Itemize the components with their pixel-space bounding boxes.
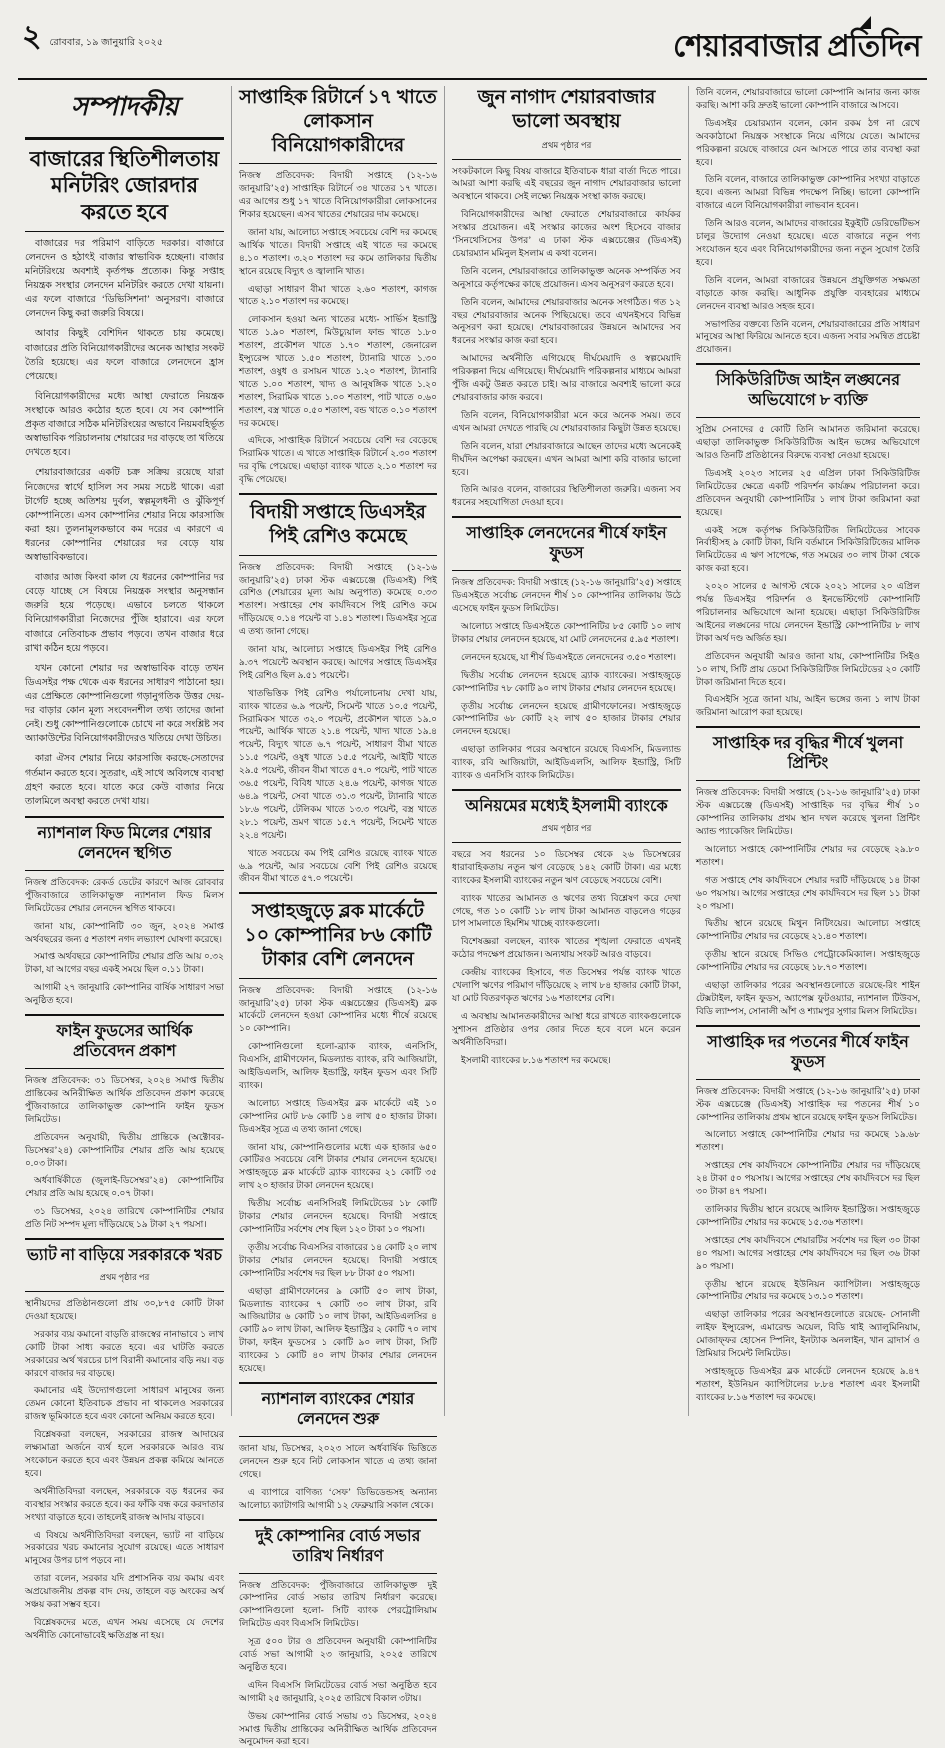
divider xyxy=(452,159,681,160)
paragraph: ২০২০ সালের ৫ আগস্ট থেকে ২০২১ সালের ২০ এপ্রিল পর্যন্ত ডিএসইর পরিদর্শন ও ইনভেস্টিগেট কোম্পানিটি পরিচালনার অভিযোগে আনা হয়েছে। এছাড়া সিকিউরিটিজ আইনের লঙ্ঘনের দায়ে লেনদেন ইন্ডাস্ট্রি কোম্পানিটির ৮ লাখ টাকা অর্থ দণ্ড অর্জিত হয়। xyxy=(696,581,920,643)
paragraph: এছাড়া তালিকার পরের অবস্থানে রয়েছে বিএসসি, মিডল্যান্ড ব্যাংক, রবি আজিয়াটা, আইডিএলসি, আলিফ ইন্ডাস্ট্রি, সিটি ব্যাংক ও এনসিসি ব্যাংক লিমিটেড। xyxy=(452,744,681,781)
divider xyxy=(239,1519,437,1521)
paragraph: বিশ্লেষকরা বলছেন, সরকারের রাজস্ব আদায়ের লক্ষ্যমাত্রা অর্জনে ব্যর্থ হলে সরকারকে আরও ব্যয় সংকোচন করতে হবে এবং উন্নয়ন প্রকল্প কমিয়ে আনতে হবে। xyxy=(25,1429,224,1478)
byline: প্রথম পৃষ্ঠার পর xyxy=(541,139,592,150)
divider xyxy=(239,493,437,495)
paragraph: নিজস্ব প্রতিবেদক: রেকর্ড ডেটের কারণে আজ রোববার পুঁজিবাজারে তালিকাভুক্ত ন্যাশনাল ফিড মিলস লিমিটেডের শেয়ার লেনদেন স্থগিত থাকবে। xyxy=(25,876,224,913)
article-headline: অনিয়মের মধ্যেই ইসলামী ব্যাংকে xyxy=(465,797,668,815)
newspaper-logo xyxy=(673,22,927,73)
paragraph: বিএসইসি সূত্রে জানা যায়, আইন ভঙ্গের জন্য ১ লাখ টাকা জরিমানা আরোপ করা হয়েছে। xyxy=(696,694,920,718)
paragraph: ৩১ ডিসেম্বর, ২০২৪ তারিখে কোম্পানিটির শেয়ার প্রতি নিট সম্পদ মূল্য দাঁড়িয়েছে ১৯ টাকা ২৭ পয়সা। xyxy=(25,1206,224,1230)
article-headline: সাপ্তাহিক লেনদেনের শীর্ষে ফাইন ফুডস xyxy=(466,525,667,563)
paragraph: এছাড়া সাধারণ বীমা খাতে ২.৬০ শতাংশ, কাগজ খাতে ২.১০ শতাংশ দর কমেছে। xyxy=(239,283,437,307)
paragraph: এছাড়া গ্রামীণফোনের ৯ কোটি ৫০ লাখ টাকা, মিডল্যান্ড ব্যাংকের ৭ কোটি ৩০ লাখ টাকা, রবি আজিয়াটার ৬ কোটি ১০ লাখ টাকা, আইডিএলসির ৪ কোটি ৯০ লাখ টাকা, আলিফ ইন্ডাস্ট্রির ২ কোটি ৭০ লাখ টাকা, ফাইন ফুডসের ১ কোটি ৯০ লাখ টাকা, সিটি ব্যাংকের ১ কোটি ৪০ লাখ টাকার শেয়ার লেনদেন হয়েছে। xyxy=(239,1285,437,1374)
divider xyxy=(239,1382,437,1384)
paragraph: জানা যায়, কোম্পানিটি ৩০ জুন, ২০২৪ সমাপ্ত অর্থবছরের জন্য ৫ শতাংশ নগদ লভ্যাংশ ঘোষণা করেছে। xyxy=(25,920,224,944)
paragraph: নিজস্ব প্রতিবেদক: পুঁজিবাজারে তালিকাভুক্ত দুই কোম্পানির বোর্ড সভার তারিখ নির্ধারণ করেছে। কোম্পানিগুলো হলো- সিটি ব্যাংক পেরট্রোলিয়াম লিমিটেড এবং বিএসসি লিমিটেড। xyxy=(239,1579,437,1629)
divider xyxy=(239,555,437,556)
paragraph: প্রতিবেদন অনুযায়ী, দ্বিতীয় প্রান্তিকে (অক্টোবর-ডিসেম্বর’২৪) কোম্পানিটির শেয়ার প্রতি আয় হয়েছে ০.০৩ টাকা। xyxy=(25,1131,224,1168)
article-headline: সপ্তাহজুড়ে ব্লক মার্কেটে ১০ কোম্পানির ৮৬ কোটি টাকার বেশি লেনদেন xyxy=(244,901,432,970)
divider xyxy=(239,1573,437,1574)
paragraph: এ বিষয়ে অর্থনীতিবিদরা বলছেন, ভ্যাট না বাড়িয়ে সরকারের খরচ কমানোর সুযোগ রয়েছে। এতে সাধারণ মানুষের উপর চাপ পড়বে না। xyxy=(25,1529,224,1566)
editorial-body xyxy=(25,237,224,809)
paragraph: বিশেষজ্ঞরা বলছেন, ব্যাংক খাতের শৃঙ্খলা ফেরাতে এখনই কঠোর পদক্ষেপ প্রয়োজন। অন্যথায় সংকট আরও বাড়বে। xyxy=(452,936,681,960)
paragraph: আবার কিছুই বেশিদিন থাকতে চায় কমেছে। বাজারের প্রতি বিনিয়োগকারীদের অনেক আস্থার সংকট তৈরি হয়েছে। এর ফলে বাজারে লেনদেনে হ্রাস পেয়েছে। xyxy=(25,329,224,382)
paragraph: দ্বিতীয় স্থানে রয়েছে মিথুন নিটিংয়ের। আলোচ্য সপ্তাহে কোম্পানিটির শেয়ার দর বেড়েছে ২১.৪০ শতাংশ। xyxy=(696,918,920,942)
paragraph: সুপ্রিম সেনাদের ৫ কোটি তিনি আমানত জরিমানা করেছে। এছাড়া তালিকাভুক্ত সিকিউরিটিজ আইন ভঙ্গের অভিযোগে আরও তিনটি প্রতিষ্ঠানের বিরুদ্ধে ব্যবস্থা নেওয়া হয়েছে। xyxy=(696,424,920,461)
page-number: ২ xyxy=(22,20,42,53)
column-4 xyxy=(688,86,927,1416)
paragraph: আলোচ্য সপ্তাহে কোম্পানিটির শেয়ার দর বেড়েছে ২৯.৮০ শতাংশ। xyxy=(696,843,920,867)
paragraph: তিনি বলেন, বিনিয়োগকারীরা মনে করে অনেক সময়। তবে এখন আমরা দেখতে পারছি যে শেয়ারবাজার কিছুটা উন্নত হয়েছে। xyxy=(452,409,681,433)
paragraph: সপ্তাহজুড়ে ডিএসইর ব্লক মার্কেটে লেনদেন হয়েছে ৯.৪৭ শতাংশ, ইউনিয়ন ক্যাপিটালের ৮.৮৪ শতাংশ এবং ইসলামী ব্যাংকের ৮.১৬ শতাংশ দর কমেছে। xyxy=(696,1365,920,1402)
paragraph: নিজস্ব প্রতিবেদক: বিদায়ী সপ্তাহে (১২-১৬ জানুয়ারি’২৫) ঢাকা স্টক এক্সচেঞ্জে (ডিএসই) সাপ্তাহিক দর বৃদ্ধির শীর্ষ ১০ কোম্পানির তালিকায় প্রথম স্থান দখল করেছে খুলনা প্রিন্টিং অ্যান্ড প্যাকেজিং লিমিটেড। xyxy=(696,787,920,836)
divider xyxy=(239,1436,437,1437)
paragraph: নিজস্ব প্রতিবেদক: বিদায়ী সপ্তাহে (১২-১৬ জানুয়ারি’২৫) ঢাকা স্টক এক্সচেঞ্জের (ডিএসই) ব্লক মার্কেটে লেনদেন হওয়া কোম্পানির মধ্যে শীর্ষে রয়েছে ১০ কোম্পানি। xyxy=(239,984,437,1034)
paragraph: কমানোর এই উদ্যোগগুলো সাধারণ মানুষের জন্য তেমন কোনো ইতিবাচক প্রভাব না থাকলেও সরকারের রাজস্ব ভূমিকাতে হবে এবং কোনো অনিয়ম করতে হবে। xyxy=(25,1385,224,1422)
paragraph: লোকসান হওয়া অন্য খাতের মধ্যে- সার্ভিস ইন্ডাস্ট্রি খাতে ১.৯০ শতাংশ, মিউচ্যুয়াল ফান্ড খাতে ১.৮০ শতাংশ, প্রকৌশল খাতে ১.৭০ শতাংশ, জেনারেল ইন্স্যুরেন্স খাতে ১.৫০ শতাংশ, ট্যানারি খাতে ১.৩০ শতাংশ, ওষুধ ও রসায়ন খাতে ১.২০ শতাংশ, ট্যানারি খাতে ১.০০ শতাংশ, খাদ্য ও আনুষঙ্গিক খাতে ১.২০ শতাংশ, সিরামিক খাতে ১.০০ শতাংশ, পাট খাতে ০.৬০ শতাংশ, বস্ত্র খাতে ০.৫০ শতাংশ, বন্ড খাতে ০.১০ শতাংশ দর কমেছে। xyxy=(239,314,437,428)
divider xyxy=(696,363,920,365)
divider xyxy=(696,417,920,418)
paragraph: তিনি আরও বলেন, বাজারের স্থিতিশীলতা জরুরি। এজন্য সব ধরনের সহযোগিতা দেওয়া হবে। xyxy=(452,484,681,508)
paragraph: উভয় কোম্পানির বোর্ড সভায় ৩১ ডিসেম্বর, ২০২৪ সমাপ্ত দ্বিতীয় প্রান্তিকের অনিরীক্ষিত আর্থিক প্রতিবেদন অনুমোদন করা হবে। xyxy=(239,1710,437,1747)
divider xyxy=(25,816,224,818)
divider xyxy=(25,1238,224,1240)
paragraph: ব্যাংক খাতের আমানত ও ঋণের তথ্য বিশ্লেষণ করে দেখা গেছে, গত ১০ কোটি ১৮ লাখ টাকা আমানত বাড়লেও গড়ের চাপ সামলাতে হিমশিম খাচ্ছে ব্যাংকগুলো। xyxy=(452,892,681,929)
paragraph: বাজারের দর পরিমাণ বাড়িতে দরকার। বাজারে লেনদেন ও হঠাৎই বাজার স্বাভাবিক হচ্ছেনা। বাজার মনিটরিংয়ে অবশ্যই ‍কৃর্তপক্ষ প্রত্যেক। কিন্তু সপ্তাহ নিয়ন্ত্রক সংস্থার লেনদেন মনিটরিং করতে দেখা যায়না। এর ফলে বাজারে ‘ডিভিসিশনা’ অনুসরণ। বাজারে লেনদেন কিছু করা জরুরি বিষয়ে। xyxy=(25,238,224,320)
logo-tick-icon xyxy=(859,16,871,29)
divider xyxy=(452,570,681,571)
paragraph: খাতভিত্তিক পিই রেশিও পর্যালোচনায় দেখা যায়, ব্যাংক খাতের ৬.৯ পয়েন্ট, সিমেন্ট খাতে ১০.৫ পয়েন্ট, সিরামিকস খাতে ৩২.০ পয়েন্ট, প্রকৌশল খাতে ১৯.০ পয়েন্ট, আর্থিক খাতে ২১.৪ পয়েন্ট, খাদ্য খাতে ১৯.৪ পয়েন্ট, বিদ্যুৎ খাতে ৬.৭ পয়েন্ট, সাধারণ বীমা খাতে ১১.৫ পয়েন্ট, ওষুধ খাতে ১৫.৫ পয়েন্ট, আইটি খাতে ২৯.৫ পয়েন্ট, জীবন বীমা খাতে ৫৭.০ পয়েন্ট, পাট খাতে ৩৬.৫ পয়েন্ট, বিবিধ খাতে ২৪.৬ পয়েন্ট, কাগজ খাতে ৬৪.৯ পয়েন্ট, সেবা খাতে ৩১.৩ পয়েন্ট, ট্যানারি খাতে ১৮.৬ পয়েন্ট, টেলিকম খাতে ১৩.৩ পয়েন্ট, বস্ত্র খাতে ২৮.১ পয়েন্ট, ভ্রমণ খাতে ১৫.৭ পয়েন্ট, সিমেন্ট খাতে ২২.৪ পয়েন্ট। xyxy=(239,687,437,840)
paragraph: তিনি বলেন, শেয়ারবাজারে ভালো কোম্পানি আনার জন্য কাজ করছি। আশা করি দ্রুতই ভালো কোম্পানি বাজারে আসবে। xyxy=(696,87,920,110)
article-headline: দুই কোম্পানির বোর্ড সভার তারিখ নির্ধারণ xyxy=(255,1527,421,1565)
paragraph: লেনদেন হয়েছে, যা শীর্ষ ডিএসইতে লেনদেনের ৩.৫০ শতাংশ। xyxy=(461,651,676,662)
paragraph: তিনি আরও বলেন, আমাদের বাজারের ইকুইটি ডেরিভেটিভস চালুর উদ্যোগ নেওয়া হয়েছে। এতে বাজারে নতুন পণ্য সংযোজন হবে এবং বিনিয়োগকারীদের জন্য নতুন সুযোগ তৈরি হবে। xyxy=(696,218,920,267)
paragraph: একই সঙ্গে কর্তৃপক্ষ সিকিউরিটিজ লিমিটেডের সাবেক নির্বাহীসহ ৯ কোটি টাকা, যিনি বর্তমানে সিকিউরিটিজের মালিক লিমিটেডের এ ঋণ সাপেক্ষে, গত সময়ের ৩০ লাখ টাকা থেকে কাজ করা হবে। xyxy=(696,524,920,574)
paragraph: তিনি বলেন, শেয়ারবাজারে তালিকাভুক্ত অনেক সম্পর্কিত সব অনুসারে কর্তৃপক্ষের কাছে প্রয়োজন। এসব অনুসরণ করতে হবে। xyxy=(452,265,681,289)
paragraph: জানা যায়, আলোচ্য সপ্তাহে ডিএসইর পিই রেশিও ৯.৩৭ পয়েন্টে অবস্থান করছে। আগের সপ্তাহে ডিএসইর পিই রেশিও ছিল ৯.৫১ পয়েন্টে। xyxy=(239,644,437,680)
paragraph: সরকার ব্যয় কমানো বাড়তি রাজস্বের নানাভাবে ১ লাখ কোটি টাকা সাধ্য করতে হবে। এর ঘাটতি করতে সরকারের অর্থ খরচের চাপ বিরানী কমানোর বড়ি নয়। বড় কারণে বাজার দর বাড়ছে। xyxy=(25,1328,224,1378)
paragraph: এছাড়া তালিকার পরের অবস্থানগুলোতে রয়েছে- সোনালী লাইফ ইন্স্যুরেন্স, এমারেল্ড অয়েল, বিডি থাই অ্যালুমিনিয়াম, মোজাফ্‌ফর হোসেন স্পিনিং, ইনট্যাক অনলাইন, খান ব্রাদার্স ও প্রিমিয়ার সিমেন্ট লিমিটেড। xyxy=(696,1309,920,1359)
article-headline: সাপ্তাহিক রিটার্নে ১৭ খাতে লোকসান বিনিয়োগকারীদের xyxy=(239,87,437,156)
article-headline: সাপ্তাহিক দর বৃদ্ধির শীর্ষে খুলনা প্রিন্টিং xyxy=(712,735,904,773)
paragraph: কেন্দ্রীয় ব্যাংকের হিসাবে, গত ডিসেম্বর পর্যন্ত ব্যাংক খাতে খেলাপি ঋণের পরিমাণ দাঁড়িয়েছে ২ লাখ ৮৪ হাজার কোটি টাকা, যা মোট বিতরণকৃত ঋণের ১৬ শতাংশের বেশি। xyxy=(452,967,681,1003)
paragraph: জানা যায়, আলোচ্য সপ্তাহে সবচেয়ে বেশি দর কমেছে আর্থিক খাতে। বিদায়ী সপ্তাহে এই খাতে দর কমেছে ৪.১০ শতাংশ। ৩.২০ শতাংশ দর কমে তালিকার দ্বিতীয় স্থানে রয়েছে বিদ্যুৎ ও জ্বালানি খাত। xyxy=(239,226,437,276)
paragraph: যখন কোনো শেয়ার দর অস্বাভাবিক বাড়ে তখন ডিএসইর পক্ষ থেকে এক ধরনের সাধারণ পাঠানো হয়। এর প্রেক্ষিতে কোম্পানিগুলো গড়ানুগতিক উত্তর দেয়-দর বাড়ার কোন মূল্য সংবেদনশীল তথ্য তাদের জানা নেই। শুধু কোম্পানিগুলোকে চোখে না করে সংশ্লিষ্ট সব অ্যাকাউন্টের বিনিয়োগকারীদেরও খতিয়ে দেখা উচিত। xyxy=(25,663,224,745)
byline: প্রথম পৃষ্ঠার পর xyxy=(99,1272,150,1283)
paragraph: আগামী ২৭ জানুয়ারি কোম্পানির বার্ষিক সাধারণ সভা অনুষ্ঠিত হবে। xyxy=(25,982,224,1006)
masthead xyxy=(18,22,927,80)
divider xyxy=(25,870,224,871)
column-3 xyxy=(444,86,688,1416)
divider xyxy=(239,892,437,894)
paragraph: সভাপতির বক্তব্যে তিনি বলেন, শেয়ারবাজারের প্রতি সাধারণ মানুষের আস্থা ফিরিয়ে আনতে হবে। এজন্য সবার সমন্বিত প্রচেষ্টা প্রয়োজন। xyxy=(696,318,920,355)
paragraph: সংকটকালে কিছু বিষয় বাজারে ইতিবাচক ধারা বার্তা দিতে পারে। আমরা আশা করছি এই বছরের জুন নাগাদ শেয়ারবাজার ভালো অবস্থানে থাকবে। সেই লক্ষ্যে নিয়ন্ত্রক সংস্থা কাজ করছে। xyxy=(452,165,681,202)
paragraph: তৃতীয় স্থানে রয়েছে ইউনিয়ন ক্যাপিটাল। সপ্তাহজুড়ে কোম্পানিটির শেয়ার দর কমেছে ১৩.১০ শতাংশ। xyxy=(696,1278,920,1302)
paragraph: বিনিয়োগকারীদের মধ্যে আস্থা ফেরাতে নিয়ন্ত্রক সংস্থাকে আরও কঠোর হতে হবে। যে সব কোম্পানি প্রকৃত বাজারে সঠিক মনিটরিংয়ের অভাবে নিয়মবহির্ভূত অস্বাভাবিক পরিচালনায় শেয়ারের দর বাড়ছে তা খতিয়ে দেখতে হবে। xyxy=(25,391,224,459)
page-columns xyxy=(18,86,927,1747)
paragraph: তিনি বলেন, আমাদের শেয়ারবাজার অনেক সংগঠিত। গত ১২ বছর শেয়ারবাজার অনেক পিছিয়েছে। তবে এখনইসবে বিভিন্ন অনুসরণ করা হয়েছে। শেয়ারবাজারের উন্নয়নে আমাদের সব ধরনের সংস্কার কাজ করা হবে। xyxy=(452,296,681,346)
article-headline: ভ্যাট না বাড়িয়ে সরকারকে খরচ xyxy=(26,1247,223,1265)
paragraph: আমাদের অর্থনীতি এগিয়েছে দীর্ঘমেয়াদি ও স্বল্পমেয়াদি পরিকল্পনা দিয়ে এগিয়েছে। দীর্ঘমেয়াদি পরিকল্পনার মাধ্যমে আমরা পুঁজি একটু উন্নত করতে চাই। আর বাজারে অবশ্যই ভালো করে শেয়ারবাজার কাজ করবে। xyxy=(452,353,681,402)
paragraph: বিনিয়োগকারীদের আস্থা ফেরাতে শেয়ারবাজারে কার্যকর সংস্কার প্রয়োজন। এই সংস্কার কাজের অংশ হিসেবে বাজার ‘সিনথেসিসের উপর’ এ ঢাকা স্টক এক্সচেঞ্জের (ডিএসই) চেয়ারম্যান মমিনুল ইসলাম এ কথা বলেন। xyxy=(452,209,681,258)
logo-text: শেয়ারবাজার প্রতিদিন xyxy=(673,30,921,63)
column-1 xyxy=(18,86,231,1640)
paragraph: প্রতিবেদন অনুযায়ী আরও জানা যায়, কোম্পানিটির সিইও ১০ লাখ, সিটি প্রায় ডেমো সিকিউরিটিজ লিমিটেডের ২০ কোটি টাকা জরিমানা দিতে হবে। xyxy=(696,650,920,687)
divider xyxy=(239,978,437,979)
editorial-headline: বাজারের স্থিতিশীলতায় মনিটরিং জোরদার করতে হবে xyxy=(29,147,220,224)
divider xyxy=(696,1025,920,1027)
paragraph: আলোচ্য সপ্তাহে ডিএসইর ব্লক মার্কেটে এই ১০ কোম্পানির মোট ৮৬ কোটি ১৪ লাখ ৫০ হাজার টাকা। ডিএসইর সূত্রে এ তথ্য জানা গেছে। xyxy=(239,1097,437,1134)
paragraph: নিজস্ব প্রতিবেদক: ৩১ ডিসেম্বর, ২০২৪ সমাপ্ত দ্বিতীয় প্রান্তিকের অনিরীক্ষিত আর্থিক প্রতিবেদন প্রকাশ করেছে পুঁজিবাজারে তালিকাভুক্ত কোম্পানি ফাইন ফুডস লিমিটেড। xyxy=(25,1075,224,1124)
paragraph: তালিকার দ্বিতীয় স্থানে রয়েছে আলিফ ইন্ডাস্ট্রিজ। সপ্তাহজুড়ে কোম্পানিটির শেয়ার দর কমেছে ১৫.৩৬ শতাংশ। xyxy=(696,1204,920,1227)
paragraph: বছরে সব ধরনের ১০ ডিসেম্বর থেকে ২৬ ডিসেম্বরের ধারাবাহিকতায় নতুন ঋণ বেড়েছে ১৪২ কোটি টাকা। এর মধ্যে ব্যাংকের ইসলামী ব্যাংকের নতুন ঋণ বেড়েছে সবচেয়ে বেশি। xyxy=(452,848,681,885)
paragraph: সমাপ্ত অর্থবছরে কোম্পানিটির শেয়ার প্রতি আয় ০.৩২ টাকা, যা আগের বছর একই সময়ে ছিল ০.১১ টাকা। xyxy=(25,951,224,975)
divider xyxy=(452,789,681,791)
paragraph: জানা যায়, ডিসেম্বর, ২০২৩ সালে অর্ধবার্ষিক ভিত্তিতে লেনদেন শুরু হবে ‍‍নিট লোকসান খাতে এ তথ্য জানা গেছে। xyxy=(239,1442,437,1479)
paragraph: স্থানীয়দের প্রতিষ্ঠানগুলো প্রায় ৩০,৮৭৫ কোটি টাকা দেওয়া হয়েছে। xyxy=(25,1298,224,1321)
editorial-label: সম্পাদকীয় xyxy=(71,92,178,121)
paragraph: ডিএসইর চেয়ারম্যান বলেন, কোন রকম ঠগ না রেখে অবকাঠামো নিয়ন্ত্রক সংস্থাকে নিয়ে এগিয়ে যেতে। আমাদের পরিকল্পনা রয়েছে বাজারে যেন আসতে পারে তার ব্যবস্থা করা হবে। xyxy=(696,117,920,167)
paragraph: সপ্তাহের শেষ কার্যদিবসে শেয়ারটির সর্বশেষ দর ছিল ৩০ টাকা ৪০ পয়সা। আগের সপ্তাহের শেষ কার্যদিবসে দর ছিল ৩৬ টাকা ৯০ পয়সা। xyxy=(696,1234,920,1271)
article-headline: সিকিউরিটিজ আইন লঙ্ঘনের অভিযোগে ৮ ব্যক্তি xyxy=(715,372,901,410)
paragraph: নিজস্ব প্রতিবেদক: বিদায়ী সপ্তাহে (১২-১৬ জানুয়ারি’২৫) সপ্তাহে ডিএসইতে সর্বোচ্চ লেনদেন শীর্ষ ১০ কোম্পানির তালিকায় উঠে এসেছে ফাইন ফুডস লিমিটেড। xyxy=(452,577,681,614)
publication-date: রোববার, ১৯ জানুয়ারি ২০২৫ xyxy=(49,38,164,48)
divider xyxy=(25,137,224,140)
paragraph: নিজস্ব প্রতিবেদক: বিদায়ী সপ্তাহে (১২-১৬ জানুয়ারি’২৫) সাপ্তাহিক রিটার্নে ৩৪ খাতের ১৭ খাতে। এর আগের ‌‌শুধু ১৭ খাতে বিনিয়োগকারীরা লোকসানের শিকার হয়েছেন। এসব খাতের শেয়ারের দাম কমেছে। xyxy=(239,170,437,219)
paragraph: নিজস্ব প্রতিবেদক: বিদায়ী সপ্তাহে (১২-১৬ জানুয়ারি’২৫) ঢাকা স্টক এক্সচেঞ্জে (ডিএসই) পিই রেশিও (শেয়ারের মূল্য আয় অনুপাত) কমেছে ০.৩৩ শতাংশ। সপ্তাহের শেষ কার্যদিবসে পিই রেশিও কমে দাঁড়িয়েছে ০.১৪ পয়েন্ট বা ১.৪১ শতাংশ। ডিএসইর সূত্রে এ তথ্য জানা গেছে। xyxy=(239,561,437,637)
divider xyxy=(25,231,224,232)
paragraph: ইসলামী ব্যাংকের ৮.১৬ শতাংশ দর কমেছে। xyxy=(461,1054,611,1065)
article-headline: ফাইন ফুডসের আর্থিক প্রতিবেদন প্রকাশ xyxy=(56,1023,193,1061)
paragraph: আলোচ্য সপ্তাহে কোম্পানিটির শেয়ার দর কমেছে ১৯.৬৮ শতাংশ। xyxy=(696,1129,920,1153)
paragraph: বিশ্লেষকদের মতে, এখন সময় এসেছে যে দেশের অর্থনীতি কোনোভাবেই ক্ষতিগ্রস্ত না হয়। xyxy=(25,1616,224,1640)
paragraph: শেয়ারবাজারের একটি চক্র সক্রিয় রয়েছে যারা নিজেদের স্বার্থে হাসিল সব সময় সচেষ্ট থাকে। এরা টার্গেট হচ্ছে অতিশয় দুর্বল, স্বল্পমূলধনী ও ঝুঁকিপূর্ণ কোম্পানিতে। এসব কোম্পানির শেয়ার নিয়ে কারসাজি করা হয়। তুলনামূলকভাবে কম দরের এ কারণে এ ধরনের কোম্পানির শেয়ারের দর বেড়ে যায় অস্বাভাবিকভাবে। xyxy=(25,468,224,564)
paragraph: এদিকে, সাপ্তাহিক রিটার্নে সবচেয়ে বেশি দর বেড়েছে সিরামিক খাতে। এ খাতে সাপ্তাহিক রিটার্নে ২.৩০ শতাংশ দর বৃদ্ধি পেয়েছে। এছাড়া ব্যাংক খাতে ২.১০ শতাংশ দর বৃদ্ধি পেয়েছে। xyxy=(239,435,437,485)
paragraph: বাজার আজ কিংবা কাল যে ধরনের কোম্পানির দর বেড়ে যাচ্ছে সে বিষয়ে নিয়ন্ত্রক সংস্থার অনুসন্ধান জরুরি হয়ে পড়েছে। এভাবে চলতে থাকলে বিনিয়োগকারীরা নিজেদের পুঁজি হারাবে। এর ফলে বাজারে নেতিবাচক প্রভাব পড়বে। তখন বাজার ধরে রাখা কঠিন হয়ে পড়বে। xyxy=(25,573,224,654)
paragraph: এ ব্যাপারে বাণিজ্য ‘সেফ’ ডিভিডেন্ডসহ অন্যান্য আলোচ্য ক্যাটাগরি আগামী ১২ ফেব্রুয়ারি সকাল থেকে। xyxy=(239,1486,437,1510)
paragraph: এছাড়া তালিকার পরের অবস্থানগুলোতে রয়েছে-রিং শাইন টেক্সটাইল, ফাইন ফুডস, অ্যাপেক্স ফুটওয়্যার, ন্যাশনাল টিউবস, বিডি ল্যাম্পস, সোনালী আঁশ ও শ্যামপুর সুগার মিলস লিমিটেড। xyxy=(696,980,920,1016)
paragraph: তিনি বলেন, যারা শেয়ারবাজারে আছেন তাদের মধ্যে অনেকেই দীর্ঘদিন অপেক্ষা করছেন। এখন আমরা আশা করি বাজার ভালো হবে। xyxy=(452,440,681,477)
paragraph: নিজস্ব প্রতিবেদক: বিদায়ী সপ্তাহে (১২-১৬ জানুয়ারি’২৫) ঢাকা স্টক এক্সচেঞ্জে (ডিএসই) সাপ্তাহিক দর পতনের শীর্ষ ১০ কোম্পানির তালিকায় প্রথম স্থানে রয়েছে ফাইন ফুডস লিমিটেড। xyxy=(696,1085,920,1122)
paragraph: তিনি বলেন, আমরা বাজারের উন্নয়নে প্রযুক্তিগত সক্ষমতা বাড়াতে কাজ করছি। আধুনিক প্রযুক্তি ব্যবহারের মাধ্যমে লেনদেন ব্যবস্থা আরও সহজ হবে। xyxy=(696,274,920,311)
divider xyxy=(25,1068,224,1069)
divider xyxy=(696,780,920,781)
masthead-left xyxy=(18,22,163,52)
paragraph: তারা বলেন, সরকার যদি প্রশাসনিক ব্যয় কমায় এবং অপ্রয়োজনীয় প্রকল্প বাদ দেয়, তাহলে বড় অংকের অর্থ সঞ্চয় করা সম্ভব হবে। xyxy=(25,1573,224,1610)
paragraph: এদিন বিএসসি লিমিটেডের বোর্ড সভা অনুষ্ঠিত হবে আগামী ২৫ জানুয়ারি, ২০২৫ তারিখে বিকাল ৩টায়। xyxy=(239,1679,437,1703)
divider xyxy=(452,516,681,518)
paragraph: খাতে সবচেয়ে কম পিই রেশিও রয়েছে ব্যাংক খাতে ৬.৯ পয়েন্ট, আর সবচেয়ে বেশি পিই রেশিও রয়েছে জীবন বীমা খাতে ৫৭.০ পয়েন্টে। xyxy=(239,847,437,884)
divider xyxy=(25,1291,224,1292)
paragraph: ডিএসই ২০২৩ সালের ২৫ এপ্রিল ঢাকা সিকিউরিটিজ লিমিটেডের ক্ষেত্রে একটি পরিদর্শন কার্যক্রম পরিচালনা করে। প্রতিবেদন অনুযায়ী কোম্পানিটির ১ লাখ টাকা জরিমানা করা হয়েছে। xyxy=(696,467,920,517)
paragraph: তৃতীয় স্থানে রয়েছে সিভিও পেট্রোকেমিক্যাল। সপ্তাহজুড়ে কোম্পানিটির শেয়ার দর বেড়েছে ১৮.৭০ শতাংশ। xyxy=(696,949,920,973)
article-headline: ন্যাশনাল ব্যাংকের শেয়ার লেনদেন শুরু xyxy=(261,1390,415,1428)
paragraph: তিনি বলেন, বাজারে তালিকাভুক্ত কোম্পানির সংখ্যা বাড়াতে হবে। এজন্য আমরা বিভিন্ন পদক্ষেপ নিচ্ছি। ভালো কোম্পানি বাজারে এলে বিনিয়োগকারীরা লাভবান হবেন। xyxy=(696,174,920,211)
paragraph: কোম্পানিগুলো হলো-ব্র্যাক ব্যাংক, এনসিসি, বিএসসি, গ্রামীণফোন, মিডল্যান্ড ব্যাংক, রবি আজিয়াটা, আইডিএলসি, আলিফ ইন্ডাস্ট্রি, ফাইন ফুডস এবং সিটি ব্যাংক। xyxy=(239,1041,437,1090)
column-2 xyxy=(231,86,444,1747)
paragraph: সূত্র ৫০০ টার ও প্রতিবেদন অনুযায়ী কোম্পানিটির বোর্ড সভা আগামী ২৩ জানুয়ারি, ২০২৫ তারিখে অনুষ্ঠিত হবে। xyxy=(239,1636,437,1672)
paragraph: তৃতীয় সর্বোচ্চ লেনদেন হয়েছে গ্রামীণফোনের। সপ্তাহজুড়ে কোম্পানিটির ৬৮ কোটি ২২ লাখ ৫০ হাজার টাকার শেয়ার লেনদেন হয়েছে। xyxy=(452,700,681,737)
paragraph: সপ্তাহের শেষ কার্যদিবসে কোম্পানিটির শেয়ার দর দাঁড়িয়েছে ২৪ টাকা ৫০ পয়সায়। আগের সপ্তাহের শেষ কার্যদিবসে দর ছিল ৩০ টাকা ৪৭ পয়সা। xyxy=(696,1160,920,1197)
divider xyxy=(25,1014,224,1016)
paragraph: এ অবস্থায় আমানতকারীদের আস্থা ধরে রাখতে ব্যাংকগুলোকে সুশাসন প্রতিষ্ঠার ওপর জোর দিতে হবে বলে মনে করেন অর্থনীতিবিদরা। xyxy=(452,1010,681,1047)
divider xyxy=(239,163,437,164)
divider xyxy=(696,726,920,728)
paragraph: আলোচ্য সপ্তাহে ডিএসইতে কোম্পানিটির ৮৫ কোটি ১০ লাখ টাকার শেয়ার লেনদেন হয়েছে, যা মোট লেনদেনের ৫.৯৫ শতাংশ। xyxy=(452,620,681,644)
divider xyxy=(452,842,681,843)
article-headline: ন্যাশনাল ফিড মিলের শেয়ার লেনদেন স্থগিত xyxy=(37,824,212,862)
paragraph: অর্ধবার্ষিকীতে (জুলাই-ডিসেম্বর’২৪) কোম্পানিটির শেয়ার প্রতি আয় হয়েছে ০.০৭ টাকা। xyxy=(25,1175,224,1199)
article-headline: সাপ্তাহিক দর পতনের শীর্ষে ফাইন ফুডস xyxy=(707,1033,909,1071)
divider xyxy=(696,1079,920,1080)
paragraph: তৃতীয় সর্বোচ্চ বিএসসির বাজারের ১৪ কোটি ২০ লাখ টাকার শেয়ার লেনদেন হয়েছে। বিদায়ী সপ্তাহে কোম্পানিটির সর্বশেষ দর ছিল ৮৮ টাকা ৫০ পয়সা। xyxy=(239,1241,437,1278)
paragraph: দ্বিতীয় সর্বোচ্চ এনসিসিরই লিমিটেডের ১৮ কোটি টাকার শেয়ার লেনদেন হয়েছে। বিদায়ী সপ্তাহে কোম্পানিটির সর্বশেষ শেষ ছিল ১২০ টাকা ১০ পয়সা। xyxy=(239,1198,437,1234)
byline: প্রথম পৃষ্ঠার পর xyxy=(541,822,592,833)
paragraph: গত সপ্তাহে শেষ কার্যদিবসে শেয়ার দরটি দাঁড়িয়েছে ১৪ টাকা ৬০ পয়সায়। আগের সপ্তাহের শেষ কার্যদিবসে দর ছিল ১১ টাকা ২০ পয়সা। xyxy=(696,874,920,911)
paragraph: জানা যায়, কোম্পানিগুলোর মধ্যে এক হাজার ৬৫০ কোটিরও সবচেয়ে বেশি টাকার শেয়ার লেনদেন হয়েছে। সপ্তাহজুড়ে ব্লক মার্কেটে ব্র্যাক ব্যাংকের ২১ কোটি ৩৫ লাখ ২০ হাজার টাকা লেনদেন হয়েছে। xyxy=(239,1141,437,1191)
article-headline: জুন নাগাদ শেয়ারবাজার ভালো অবস্থায় xyxy=(477,87,656,132)
article-headline: বিদায়ী সপ্তাহে ডিএসইর পিই রেশিও কমেছে xyxy=(250,502,426,547)
paragraph: কারা ঐসব শেয়ার নিয়ে কারসাজি করছে-সেতাদের গর্তমান করতে হবে। সুতরাং, এই সাথে অবিলম্বে ব্যবস্থা গ্রহণ করতে হবে। যাতে করে কেউ বাজার নিয়ে তালমিলে অবস্থা করতে দেখা যায়। xyxy=(25,754,224,807)
paragraph: দ্বিতীয় সর্বোচ্চ লেনদেন হয়েছে ব্র্যাক ব্যাংকের। সপ্তাহজুড়ে কোম্পানিটির ৭৮ কোটি ৯০ লাখ টাকার শেয়ার লেনদেন হয়েছে। xyxy=(452,669,681,693)
paragraph: অর্থনীতিবিদরা বলছেন, সরকারকে বড় ধরনের কর ব্যবস্থার সংস্কার করতে হবে। কর ফাঁকি বন্ধ করে করদাতার সংখ্যা বাড়াতে হবে। তাহলেই রাজস্ব আদায় বাড়বে। xyxy=(25,1485,224,1522)
